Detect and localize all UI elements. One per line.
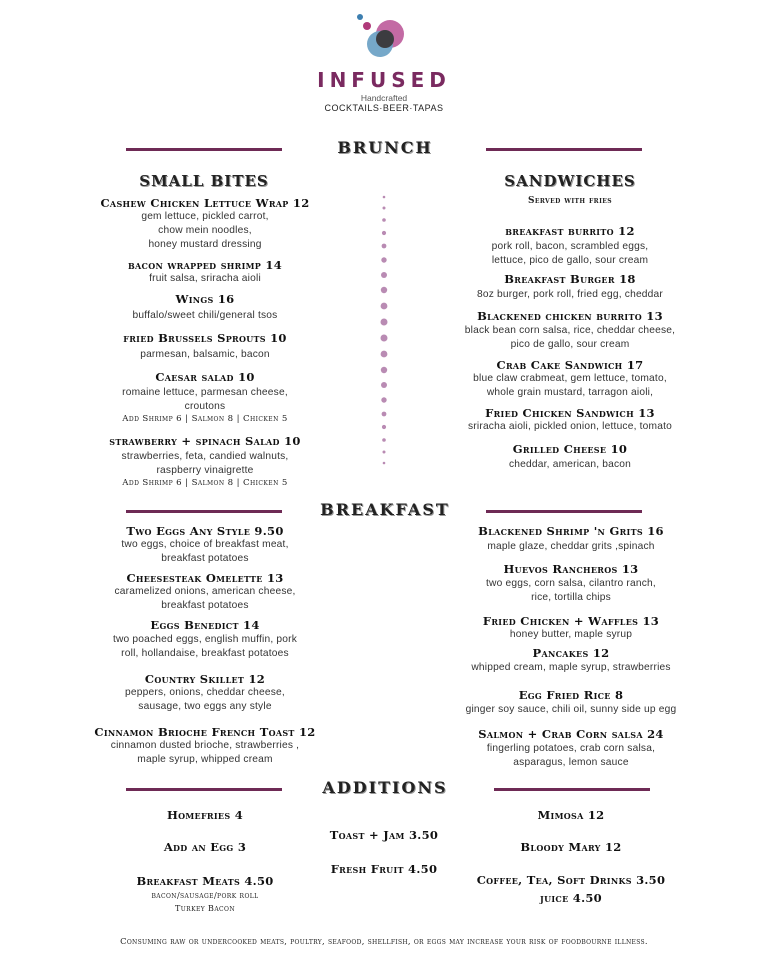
addition-title: Breakfast Meats 4.50 (136, 874, 274, 888)
item-desc: breakfast potatoes (161, 553, 249, 564)
item-desc: parmesan, balsamic, bacon (140, 349, 270, 360)
item-desc: whole grain mustard, tarragon aioli, (486, 387, 654, 398)
item-title: Cinnamon Brioche French Toast 12 (94, 725, 316, 739)
breakfast-rule-right (486, 510, 642, 513)
item-title: Blackened chicken burrito 13 (477, 309, 663, 323)
item-title: Caesar salad 10 (155, 370, 255, 384)
logo (352, 12, 412, 64)
dotted-divider (380, 195, 388, 467)
menu-item (80, 434, 330, 488)
brand-tagline (284, 93, 484, 114)
item-title: Two Eggs Any Style 9.50 (126, 524, 284, 538)
sandwiches-subtitle: Served with fries (528, 196, 612, 206)
menu-item (436, 688, 706, 717)
menu-item (80, 672, 330, 714)
sandwiches-header: SANDWICHES (504, 172, 636, 190)
item-desc: croutons (184, 401, 226, 412)
item-desc: sriracha aioli, pickled onion, lettuce, tomato (468, 421, 672, 432)
item-title: Eggs Benedict 14 (150, 618, 260, 632)
item-desc: strawberries, feta, candied walnuts, (121, 451, 289, 462)
menu-item (436, 727, 706, 770)
brand-tag-cocktails: COCKTAILS·BEER·TAPAS (324, 103, 444, 113)
item-title: Fried Chicken Sandwich 13 (485, 406, 655, 420)
addition-title: Mimosa 12 (537, 808, 605, 822)
item-desc: two poached eggs, english muffin, pork (112, 634, 298, 645)
addition-title: Coffee, Tea, Soft Drinks 3.50 (476, 873, 666, 887)
logo-bubbles-icon (352, 12, 412, 64)
item-desc: cinnamon dusted brioche, strawberries , (110, 740, 300, 751)
menu-item (436, 646, 706, 675)
menu-item (440, 442, 700, 472)
addition-title: juice 4.50 (540, 891, 602, 905)
item-addon-note: Add Shrimp 6 | Salmon 8 | Chicken 5 (122, 414, 288, 424)
menu-item (440, 224, 700, 268)
item-title: Fried Chicken + Waffles 13 (482, 614, 660, 628)
item-title: Blackened Shrimp 'n Grits 16 (478, 524, 664, 538)
item-desc: chow mein noodles, (158, 225, 252, 236)
brand-name: INFUSED (317, 68, 451, 92)
addition-title: Bloody Mary 12 (520, 840, 622, 854)
menu-item (436, 614, 706, 642)
item-desc: whipped cream, maple syrup, strawberries (471, 662, 671, 673)
item-title: Cashew Chicken Lettuce Wrap 12 (100, 196, 310, 210)
item-desc: black bean corn salsa, rice, cheddar cheese, (464, 325, 676, 336)
item-title: Egg Fried Rice 8 (518, 688, 624, 702)
item-desc: maple glaze, cheddar grits ,spinach (487, 541, 655, 552)
item-desc: blue claw crabmeat, gem lettuce, tomato, (473, 373, 667, 384)
item-desc: rice, tortilla chips (531, 592, 611, 603)
small-bites-header: SMALL BITES (139, 172, 269, 190)
brunch-header: BRUNCH (337, 138, 433, 157)
item-desc: two eggs, choice of breakfast meat, (121, 539, 289, 550)
addition-note: bacon/sausage/pork roll (151, 891, 259, 900)
menu-item (440, 406, 700, 434)
item-title: bacon wrapped shrimp 14 (127, 258, 283, 272)
item-title: Cheesesteak Omelette 13 (126, 571, 284, 585)
item-desc: fruit salsa, sriracha aioli (149, 273, 261, 284)
item-title: breakfast burrito 12 (505, 224, 635, 238)
brunch-rule-left (126, 148, 282, 151)
item-addon-note: Add Shrimp 6 | Salmon 8 | Chicken 5 (122, 478, 288, 488)
item-title: fried Brussels Sprouts 10 (123, 331, 287, 345)
item-desc: sausage, two eggs any style (138, 701, 272, 712)
footer-disclaimer: Consuming raw or undercooked meats, poultry, seafood, shellfish, or eggs may increase your risk of foodbourne illness. (120, 936, 648, 946)
item-title: Country Skillet 12 (144, 672, 266, 686)
additions-header: ADDITIONS (322, 778, 448, 797)
menu-item (80, 370, 330, 424)
menu-item (440, 272, 700, 302)
item-desc: breakfast potatoes (161, 600, 249, 611)
item-title: Salmon + Crab Corn salsa 24 (478, 727, 664, 741)
item-desc: peppers, onions, cheddar cheese, (125, 687, 285, 698)
menu-item (440, 358, 700, 400)
menu-item (436, 562, 706, 605)
item-title: strawberry + spinach Salad 10 (109, 434, 301, 448)
menu-item (80, 258, 330, 286)
item-title: Crab Cake Sandwich 17 (496, 358, 644, 372)
menu-item (80, 196, 330, 252)
menu-item (80, 331, 330, 362)
item-desc: caramelized onions, american cheese, (114, 586, 296, 597)
item-desc: cheddar, american, bacon (508, 459, 632, 470)
item-desc: fingerling potatoes, crab corn salsa, (486, 743, 656, 754)
addition-title: Homefries 4 (166, 808, 244, 822)
item-title: Breakfast Burger 18 (504, 272, 636, 286)
breakfast-header: BREAKFAST (320, 500, 450, 519)
item-desc: two eggs, corn salsa, cilantro ranch, (486, 578, 656, 589)
item-desc: lettuce, pico de gallo, sour cream (491, 255, 649, 266)
item-desc: raspberry vinaigrette (156, 465, 254, 476)
item-desc: gem lettuce, pickled carrot, (141, 211, 269, 222)
item-desc: buffalo/sweet chili/general tsos (132, 310, 278, 321)
item-desc: pico de gallo, sour cream (510, 339, 630, 350)
addition-title: Add an Egg 3 (163, 840, 247, 854)
menu-item (80, 725, 330, 767)
brand-tag-handcrafted: Handcrafted (360, 93, 408, 103)
item-title: Wings 16 (175, 292, 235, 306)
item-desc: roll, hollandaise, breakfast potatoes (121, 648, 289, 659)
menu-item (80, 524, 330, 566)
item-title: Pancakes 12 (532, 646, 610, 660)
brunch-rule-right (486, 148, 642, 151)
item-desc: honey butter, maple syrup (509, 629, 633, 640)
item-desc: asparagus, lemon sauce (513, 757, 629, 768)
item-desc: 8oz burger, pork roll, fried egg, cheddar (476, 289, 664, 300)
item-desc: maple syrup, whipped cream (137, 754, 273, 765)
breakfast-rule-left (126, 510, 282, 513)
additions-rule-left (126, 788, 282, 791)
dots-divider-icon (380, 195, 388, 467)
additions-rule-right (494, 788, 650, 791)
addition-title: Toast + Jam 3.50 (329, 828, 439, 842)
menu-item (440, 309, 700, 352)
item-desc: ginger soy sauce, chili oil, sunny side up egg (465, 704, 677, 715)
menu-item (436, 524, 706, 554)
item-title: Huevos Rancheros 13 (503, 562, 639, 576)
item-desc: romaine lettuce, parmesan cheese, (122, 387, 288, 398)
item-desc: pork roll, bacon, scrambled eggs, (491, 241, 649, 252)
addition-title: Fresh Fruit 4.50 (330, 862, 438, 876)
menu-item (80, 618, 330, 661)
addition-note: Turkey Bacon (174, 904, 236, 913)
menu-item (80, 571, 330, 613)
item-title: Grilled Cheese 10 (512, 442, 628, 456)
menu-item (80, 292, 330, 323)
item-desc: honey mustard dressing (148, 239, 262, 250)
